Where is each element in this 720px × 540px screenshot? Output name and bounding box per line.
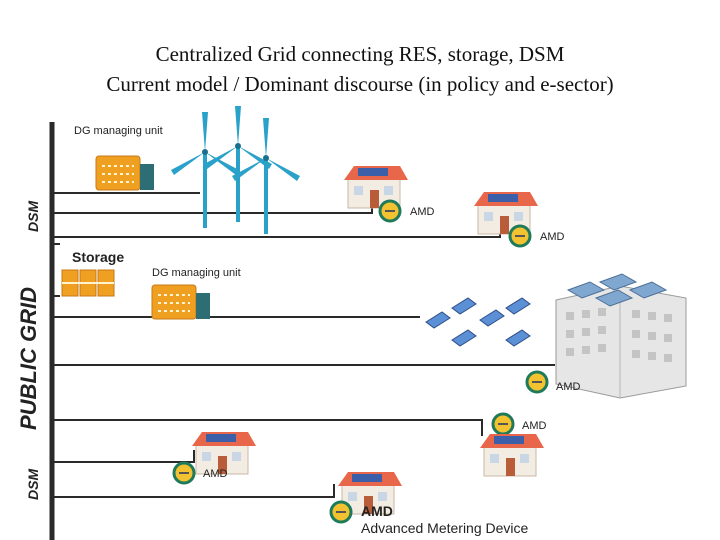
dg-unit-top — [96, 156, 154, 190]
apartment-building — [556, 274, 686, 398]
solar-panel — [426, 312, 450, 328]
house-1 — [344, 166, 408, 208]
diagram-title-line1: Centralized Grid connecting RES, storage, DSM — [155, 42, 565, 66]
amd-label: AMD — [522, 420, 547, 432]
public-grid-label: PUBLIC GRID — [16, 287, 41, 430]
diagram-title-line2: Current model / Dominant discourse (in policy and e-sector) — [106, 72, 614, 96]
amd-label: AMD — [540, 231, 565, 243]
storage-batteries — [62, 270, 114, 296]
legend-amd-text: Advanced Metering Device — [361, 520, 529, 536]
solar-panel — [452, 330, 476, 346]
amd-label: AMD — [410, 206, 435, 218]
solar-panel — [506, 330, 530, 346]
solar-panel — [452, 298, 476, 314]
wind-turbine-2 — [204, 106, 272, 222]
feeder-lines — [52, 193, 555, 497]
meter-icon — [493, 414, 513, 434]
legend-amd-label: AMD — [361, 503, 393, 519]
meter-icon — [510, 226, 530, 246]
solar-panel — [480, 310, 504, 326]
dg-unit-mid-label: DG managing unit — [152, 267, 241, 279]
amd-label: AMD — [556, 381, 581, 393]
solar-panel — [506, 298, 530, 314]
house-3 — [480, 434, 544, 476]
meter-icon — [331, 502, 351, 522]
dg-unit-mid — [152, 285, 210, 319]
meter-icon — [527, 372, 547, 392]
wind-turbine-3 — [232, 118, 300, 234]
meter-icon — [380, 201, 400, 221]
meter-icon — [174, 463, 194, 483]
dsm-bottom-label: DSM — [25, 468, 41, 500]
dsm-top-label: DSM — [25, 200, 41, 232]
dg-unit-top-label: DG managing unit — [74, 125, 163, 137]
storage-label: Storage — [72, 249, 125, 265]
house-2 — [474, 192, 538, 234]
amd-label: AMD — [203, 468, 228, 480]
wind-turbine-1 — [171, 112, 239, 228]
